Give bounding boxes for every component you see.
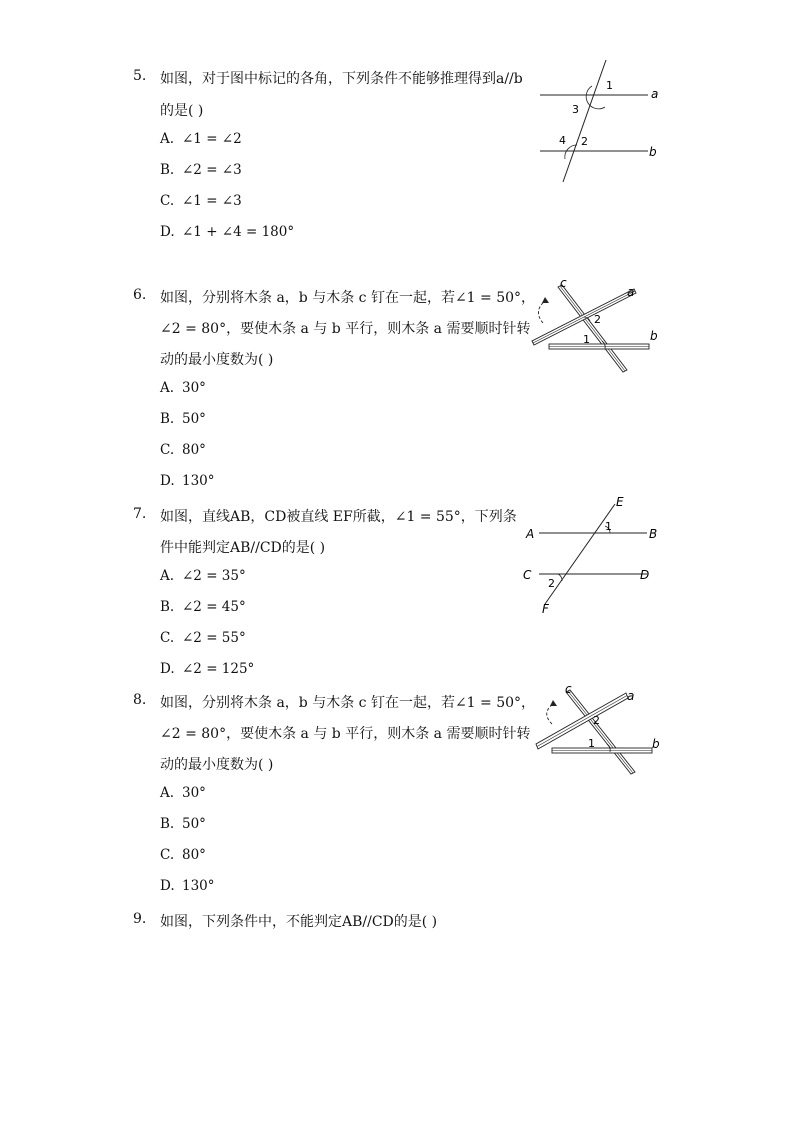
option-label: D. [160, 661, 175, 677]
parallel-lines-figure [530, 55, 670, 185]
question-number: 6. [133, 287, 147, 303]
option-label: C. [160, 193, 175, 209]
option-label: B. [160, 599, 175, 615]
angle-label: 2 [594, 313, 601, 326]
angle-label: 1 [605, 520, 612, 533]
option-label: B. [160, 411, 175, 427]
angle-label: 1 [606, 79, 613, 92]
point-label: F [542, 602, 549, 616]
option-b[interactable] [160, 162, 242, 178]
question-text-line: 的是( ) [160, 103, 204, 119]
option-text: 80° [182, 442, 206, 458]
angle-label: 4 [559, 134, 566, 147]
point-label: E [616, 495, 624, 509]
option-text: ∠1 + ∠4 = 180° [182, 224, 295, 240]
question-text-line: 动的最小度数为( ) [160, 757, 274, 773]
question-text-line: ∠2 = 80°，要使木条 a 与 b 平行，则木条 a 需要顺时针转 [160, 726, 531, 742]
option-label: B. [160, 816, 175, 832]
angle-label: 1 [583, 333, 590, 346]
option-text: 30° [182, 380, 206, 396]
option-a[interactable] [160, 785, 206, 801]
option-text: ∠2 = ∠3 [182, 162, 242, 178]
point-label: D [640, 568, 650, 582]
question-text-line: 如图，对于图中标记的各角，下列条件不能够推理得到a//b [160, 71, 523, 87]
option-b[interactable] [160, 816, 206, 832]
option-d[interactable] [160, 473, 215, 489]
option-b[interactable] [160, 599, 246, 615]
angle-label: 2 [593, 714, 600, 727]
question-text-line: ∠2 = 80°，要使木条 a 与 b 平行，则木条 a 需要顺时针转 [160, 321, 531, 337]
question-number: 5. [133, 68, 147, 84]
option-label: B. [160, 162, 175, 178]
option-a[interactable] [160, 131, 242, 147]
question-text-line: 如图，分别将木条 a，b 与木条 c 钉在一起，若∠1 = 50°， [160, 695, 536, 711]
wood-strips-figure [525, 275, 670, 375]
option-label: A. [160, 568, 175, 584]
option-label: C. [160, 630, 175, 646]
option-label: C. [160, 442, 175, 458]
point-label: A [526, 527, 535, 541]
option-label: A. [160, 785, 175, 801]
option-text: 50° [182, 411, 206, 427]
option-label: C. [160, 847, 175, 863]
option-text: 130° [182, 473, 215, 489]
angle-label: 3 [572, 103, 579, 116]
strip-label: b [650, 329, 658, 343]
option-c[interactable] [160, 630, 246, 646]
option-label: A. [160, 131, 175, 147]
option-label: A. [160, 380, 175, 396]
question-text-line: 动的最小度数为( ) [160, 352, 274, 368]
question-text-line: 如图，分别将木条 a，b 与木条 c 钉在一起，若∠1 = 50°， [160, 290, 536, 306]
strip-label: c [560, 276, 567, 290]
question-text-line: 件中能判定AB//CD的是( ) [160, 540, 326, 556]
strip-label: a [627, 689, 635, 703]
angle-label: 1 [588, 737, 595, 750]
option-c[interactable] [160, 442, 206, 458]
option-text: ∠2 = 55° [182, 630, 246, 646]
question-text-line: 如图，直线AB，CD被直线 EF所截，∠1 = 55°，下列条 [160, 509, 517, 525]
option-d[interactable] [160, 661, 254, 677]
option-label: D. [160, 473, 175, 489]
line-label: b [649, 145, 657, 159]
line-label: a [651, 87, 659, 101]
option-text: ∠1 = ∠3 [182, 193, 242, 209]
strip-label: b [652, 737, 660, 751]
option-text: ∠2 = 45° [182, 599, 246, 615]
question-number: 9. [133, 911, 147, 927]
option-label: D. [160, 224, 175, 240]
point-label: C [523, 568, 532, 582]
question-number: 8. [133, 692, 147, 708]
option-a[interactable] [160, 380, 206, 396]
option-b[interactable] [160, 411, 206, 427]
wood-strips-figure [530, 682, 670, 777]
question-text-line: 如图，下列条件中，不能判定AB//CD的是( ) [160, 914, 438, 930]
option-text: ∠1 = ∠2 [182, 131, 242, 147]
option-d[interactable] [160, 878, 215, 894]
option-c[interactable] [160, 847, 206, 863]
option-text: ∠2 = 125° [182, 661, 255, 677]
option-c[interactable] [160, 193, 242, 209]
option-text: 130° [182, 878, 215, 894]
option-d[interactable] [160, 224, 294, 240]
option-label: D. [160, 878, 175, 894]
option-text: 80° [182, 847, 206, 863]
strip-label: a [627, 285, 635, 299]
angle-label: 2 [581, 135, 588, 148]
transversal-figure [520, 492, 665, 617]
question-number: 7. [133, 506, 147, 522]
point-label: B [649, 527, 658, 541]
option-text: 50° [182, 816, 206, 832]
option-text: 30° [182, 785, 206, 801]
angle-label: 2 [548, 577, 555, 590]
option-text: ∠2 = 35° [182, 568, 246, 584]
strip-label: c [565, 682, 572, 696]
option-a[interactable] [160, 568, 246, 584]
